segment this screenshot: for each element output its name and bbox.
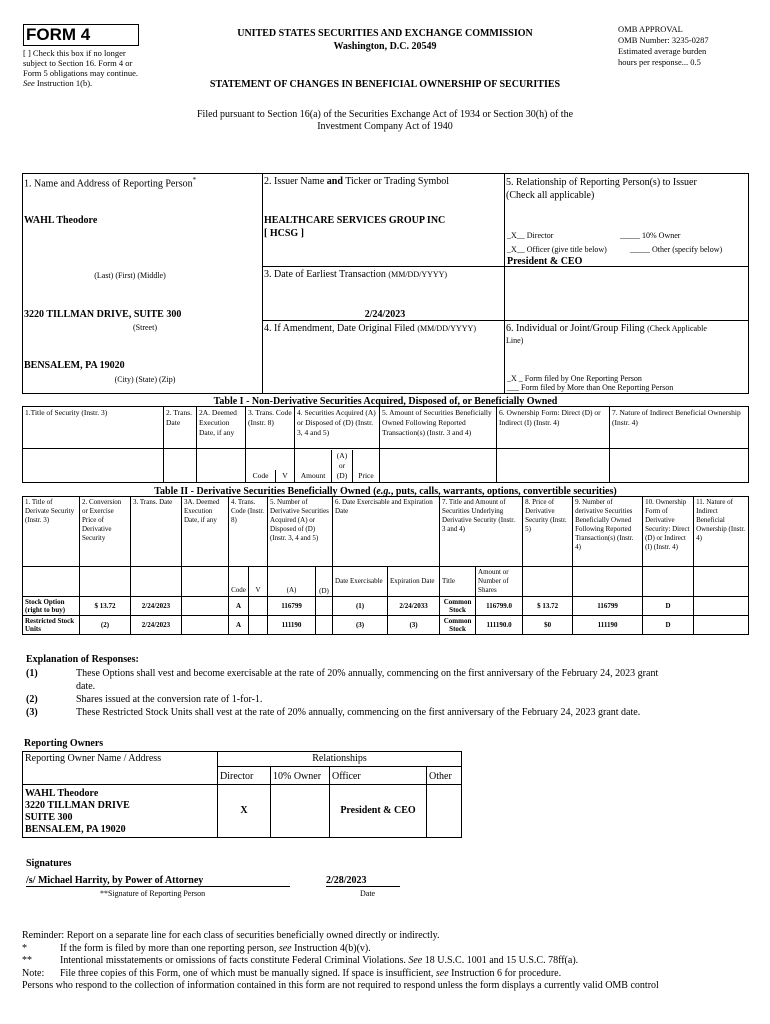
- table1: [22, 406, 749, 483]
- t1-h-date: 2. Trans. Date: [164, 407, 197, 449]
- name-parts-label: (Last) (First) (Middle): [94, 271, 166, 280]
- t2-h-date: 3. Trans. Date: [131, 497, 182, 567]
- owners-title: Reporting Owners: [24, 738, 104, 749]
- t2-sub-amount: Amount or Number of Shares: [476, 567, 523, 597]
- t2-sub-exp: Expiration Date: [388, 567, 440, 597]
- signer-label: **Signature of Reporting Person: [100, 889, 206, 898]
- t2-sub-title: Title: [440, 567, 476, 597]
- reporting-person-name: WAHL Theodore: [24, 215, 98, 226]
- t1-h-code: 3. Trans. Code (Instr. 8): [246, 407, 295, 449]
- statement-title: STATEMENT OF CHANGES IN BENEFICIAL OWNERSHIP OF SECURITIES: [209, 79, 561, 90]
- t1-sub-code: Code: [246, 470, 276, 482]
- reporting-person-city: BENSALEM, PA 19020: [24, 360, 125, 371]
- relationship-ten-pct: _____ 10% Owner: [620, 231, 681, 240]
- agency-city: Washington, D.C. 20549: [333, 41, 437, 52]
- t1-sub-amount: Amount: [295, 450, 332, 482]
- box4-label: 4. If Amendment, Date Original Filed (MM/DD/YYYY): [264, 323, 476, 334]
- t2-sub-a: (A): [268, 567, 316, 597]
- table2: [22, 496, 749, 635]
- box2-label: 2. Issuer Name and Ticker or Trading Symbol: [264, 176, 450, 187]
- explanation-list: [26, 667, 746, 719]
- issuer-name: HEALTHCARE SERVICES GROUP INC: [264, 215, 446, 226]
- t1-sub-price: Price: [358, 471, 374, 480]
- table-row: Restricted Stock Units (2) 2/24/2023 A 111190 (3) (3) Common Stock 111190.0 $0 111190 D: [23, 616, 749, 635]
- table1-title: Table I - Non-Derivative Securities Acquired, Disposed of, or Beneficially Owned: [213, 396, 558, 407]
- street-label: (Street): [133, 323, 157, 332]
- signatures-title: Signatures: [26, 858, 72, 869]
- t2-h-conv: 2. Conversion or Exercise Price of Derivative Security: [80, 497, 131, 567]
- officer-title: President & CEO: [507, 256, 583, 267]
- t2-sub-d: (D): [316, 567, 333, 597]
- date-label: Date: [360, 889, 376, 898]
- filing-more-persons: ___ Form filed by More than One Reporting Person: [507, 383, 674, 392]
- list-item: (1) These Options shall vest and become exercisable at the rate of 20% annually, commencing on the first anniversary of the February 24, 2023 grant date.: [26, 668, 659, 692]
- check-box-notice: [ ] Check this box if no longer subject to Section 16. Form 4 or Form 5 obligations may continue. See Instruction 1(b).: [23, 48, 138, 88]
- t2-h-title: 1. Title of Derivate Security (Instr. 3): [23, 497, 80, 567]
- table-row: Stock Option (right to buy) $ 13.72 2/24/2023 A 116799 (1) 2/24/2033 Common Stock 116799.0 $ 13.72 116799 D: [23, 597, 749, 616]
- issuer-ticker: [ HCSG ]: [264, 228, 304, 239]
- t1-h-form: 6. Ownership Form: Direct (D) or Indirect (I) (Instr. 4): [497, 407, 610, 449]
- list-item: (2) Shares issued at the conversion rate of 1-for-1.: [26, 694, 263, 705]
- t1-h-acquired: 4. Securities Acquired (A) or Disposed of (D) (Instr. 3, 4 and 5): [295, 407, 380, 449]
- t2-sub-v: V: [249, 567, 268, 597]
- relationship-other: _____ Other (specify below): [630, 245, 723, 254]
- owners-col-director: Director: [218, 767, 271, 785]
- signature-date: 2/28/2023: [326, 875, 400, 887]
- owners-col-rel: Relationships: [218, 752, 462, 767]
- t2-h-number: 5. Number of Derivative Securities Acquired (A) or Disposed of (D) (Instr. 3, 4 and 5): [268, 497, 333, 567]
- filed-pursuant: Filed pursuant to Section 16(a) of the Securities Exchange Act of 1934 or Section 30(h) of the Investment Company Act of 1940: [196, 109, 574, 132]
- t1-sub-aod: (A) or (D): [332, 450, 353, 482]
- t2-sub-date-ex: Date Exercisable: [333, 567, 388, 597]
- t2-h-underlying: 7. Title and Amount of Securities Underlying Derivative Security (Instr. 3 and 4): [440, 497, 523, 567]
- relationship-officer: _X__ Officer (give title below): [507, 245, 607, 254]
- explanation-title: Explanation of Responses:: [26, 654, 139, 665]
- box6-label: 6. Individual or Joint/Group Filing (Check Applicable Line): [506, 323, 707, 345]
- t1-h-nature: 7. Nature of Indirect Beneficial Ownership (Instr. 4): [610, 407, 749, 449]
- top-form-grid: [22, 173, 749, 394]
- table-row: WAHL Theodore 3220 TILLMAN DRIVE SUITE 300 BENSALEM, PA 19020 X President & CEO: [23, 785, 462, 838]
- t2-sub-code: Code: [229, 567, 249, 597]
- owners-col-name: Reporting Owner Name / Address: [23, 752, 218, 785]
- reporting-person-street: 3220 TILLMAN DRIVE, SUITE 300: [24, 309, 182, 320]
- owners-col-officer: Officer: [330, 767, 427, 785]
- t1-h-title: 1.Title of Security (Instr. 3): [23, 407, 164, 449]
- table2-title: Table II - Derivative Securities Beneficially Owned (e.g., puts, calls, warrants, options, convertible securities): [154, 486, 617, 497]
- t2-h-exercisable: 6. Date Exercisable and Expiration Date: [333, 497, 440, 567]
- city-label: (City) (State) (Zip): [114, 375, 176, 384]
- agency-title: UNITED STATES SECURITIES AND EXCHANGE COMMISSION: [237, 28, 533, 39]
- owners-table: [22, 751, 462, 838]
- t2-h-nature: 11. Nature of Indirect Beneficial Ownership (Instr. 4): [694, 497, 749, 567]
- form-label-box: [23, 24, 139, 46]
- footer-notes: Reminder: Report on a separate line for each class of securities beneficially owned directly or indirectly. * If the form is filed by more than one reporting person, see Instruction 4(b)(v). ** Intentional misstatements or omissions of facts constitute Federal Criminal Violations. See 18 U.S.C. 1001 and 15 U.S.C. 78ff(a). Note: File three copies of this Form, one of which must be manually signed. If space is insufficient, see Instruction 6 for procedure. Persons who respond to the collection of information contained in this form are not required to respond unless the form displays a currently valid OMB control: [22, 930, 659, 991]
- omb-box: OMB APPROVAL OMB Number: 3235-0287 Estimated average burden hours per response... 0.5: [618, 24, 709, 67]
- filing-one-person: _X _ Form filed by One Reporting Person: [507, 374, 642, 383]
- box5-label: 5. Relationship of Reporting Person(s) to Issuer (Check all applicable): [506, 177, 697, 201]
- box1-label: 1. Name and Address of Reporting Person*: [24, 176, 197, 190]
- t2-h-form: 10. Ownership Form of Derivative Security: Direct (D) or Indirect (I) (Instr. 4): [643, 497, 694, 567]
- owners-col-other: Other: [427, 767, 462, 785]
- t1-sub-v: V: [282, 471, 288, 480]
- form-label: FORM 4: [26, 25, 91, 44]
- relationship-director: _X__ Director: [507, 231, 554, 240]
- t2-h-deemed: 3A. Deemed Execution Date, if any: [182, 497, 229, 567]
- list-item: (3) These Restricted Stock Units shall vest at the rate of 20% annually, commencing on the first anniversary of the February 24, 2023 grant date.: [26, 707, 641, 718]
- owners-col-ten: 10% Owner: [271, 767, 330, 785]
- t2-h-code: 4. Trans. Code (Instr. 8): [229, 497, 268, 567]
- t1-h-deemed: 2A. Deemed Execution Date, if any: [197, 407, 246, 449]
- t2-h-owned: 9. Number of derivative Securities Beneficially Owned Following Reported Transaction(s) (Instr. 4): [573, 497, 643, 567]
- box3-label: 3. Date of Earliest Transaction (MM/DD/YYYY): [264, 269, 448, 280]
- earliest-transaction-date: 2/24/2023: [364, 309, 406, 320]
- signer: /s/ Michael Harrity, by Power of Attorney: [26, 875, 290, 887]
- t1-h-amount: 5. Amount of Securities Beneficially Owned Following Reported Transaction(s) (Instr. 3 and 4): [380, 407, 497, 449]
- t2-h-price: 8. Price of Derivative Security (Instr. 5): [523, 497, 573, 567]
